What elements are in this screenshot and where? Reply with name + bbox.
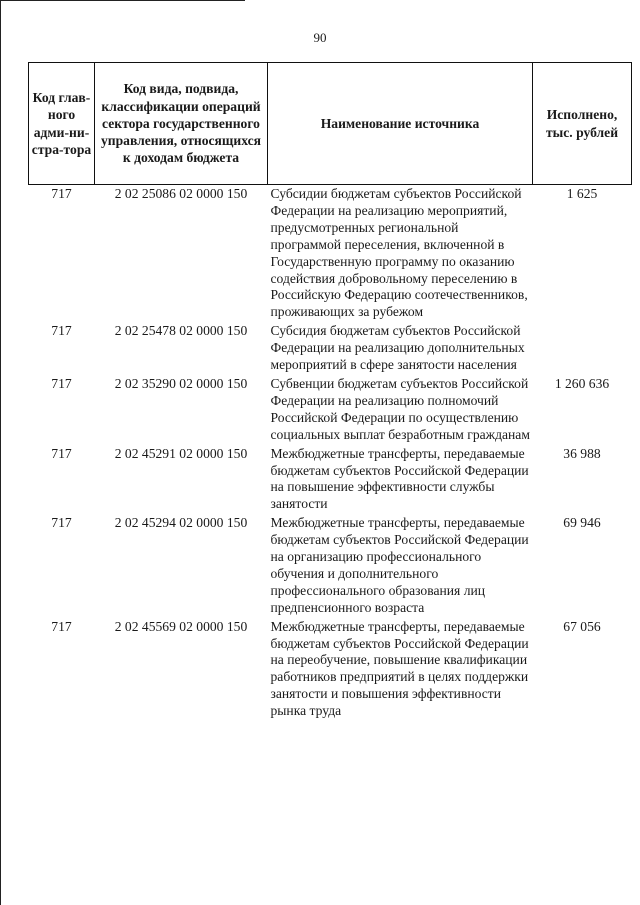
- classification-code-cell: 2 02 35290 02 0000 150: [114, 375, 248, 391]
- header-classification-code: Код вида, подвида, классификации операций сектора государственного управления, относящихся к доходам бюджета: [95, 63, 268, 185]
- table-row: [29, 185, 632, 324]
- admin-code-cell: 717: [51, 445, 72, 461]
- header-executed-amount: Исполнено, тыс. рублей: [533, 63, 632, 185]
- page-edge-top: [0, 0, 245, 1]
- source-name-cell: Субсидия бюджетам субъектов Российской Федерации на реализацию дополнительных мероприятий в сфере занятости населения: [270, 323, 525, 373]
- source-name-cell: Межбюджетные трансферты, передаваемые бюджетам субъектов Российской Федерации на организацию профессионального обучения и дополнительного профессионального образования лиц предпенсионного возраста: [270, 515, 529, 615]
- source-name-cell: Субвенции бюджетам субъектов Российской Федерации на реализацию полномочий Российской Федерации по осуществлению социальных выплат безработным гражданам: [270, 375, 530, 442]
- amount-cell: 1 625: [566, 186, 598, 201]
- source-name-cell: Субсидии бюджетам субъектов Российской Федерации на реализацию мероприятий, предусмотренных региональной программой переселения, включенной в Государственную программу по оказанию содействия добровольному переселению в Российскую Федерацию соотечественников, проживающих за рубежом: [270, 186, 528, 320]
- source-name-cell: Межбюджетные трансферты, передаваемые бюджетам субъектов Российской Федерации на переобучение, повышение квалификации работников предприятий в целях поддержки занятости и повышения эффективности рынка труда: [270, 618, 529, 719]
- revenue-table: [28, 62, 632, 722]
- amount-cell: 1 260 636: [554, 375, 610, 391]
- table-header-row: [29, 63, 632, 185]
- table-row: [29, 619, 632, 722]
- classification-code-cell: 2 02 45569 02 0000 150: [114, 618, 248, 634]
- amount-cell: 69 946: [563, 515, 601, 531]
- page-edge-left: [0, 0, 1, 905]
- page-number: 90: [313, 30, 327, 45]
- admin-code-cell: 717: [51, 375, 72, 391]
- header-admin-code: Код глав-ного адми-ни-стра-тора: [29, 63, 95, 185]
- amount-cell: 36 988: [563, 445, 601, 461]
- classification-code-cell: 2 02 45291 02 0000 150: [114, 445, 248, 461]
- admin-code-cell: 717: [51, 186, 72, 201]
- amount-cell: 67 056: [563, 618, 601, 634]
- admin-code-cell: 717: [51, 618, 72, 634]
- table-row: [29, 323, 632, 376]
- table-row: [29, 515, 632, 618]
- table-row: [29, 376, 632, 446]
- source-name-cell: Межбюджетные трансферты, передаваемые бюджетам субъектов Российской Федерации на повышение эффективности службы занятости: [270, 445, 529, 512]
- table-row: [29, 446, 632, 516]
- admin-code-cell: 717: [51, 515, 72, 531]
- classification-code-cell: 2 02 45294 02 0000 150: [114, 515, 248, 531]
- admin-code-cell: 717: [51, 323, 72, 339]
- classification-code-cell: 2 02 25086 02 0000 150: [114, 186, 248, 201]
- header-source-name: Наименование источника: [268, 63, 533, 185]
- amount-cell: [533, 323, 632, 376]
- classification-code-cell: 2 02 25478 02 0000 150: [114, 323, 248, 339]
